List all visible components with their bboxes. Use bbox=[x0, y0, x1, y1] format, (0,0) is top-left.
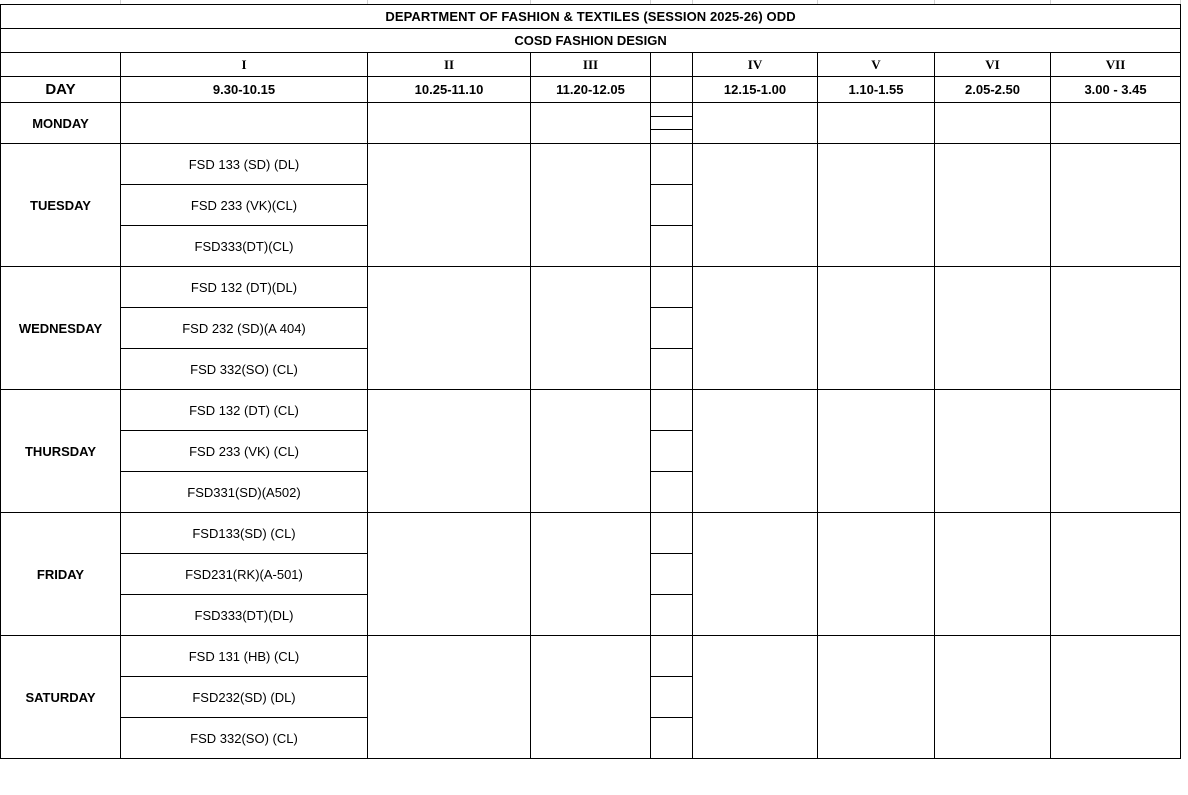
break-cell-friday-b bbox=[651, 554, 693, 595]
cell-friday-p2[interactable] bbox=[368, 513, 531, 636]
page-title: DEPARTMENT OF FASHION & TEXTILES (SESSION 2025-26) ODD bbox=[1, 5, 1181, 29]
cell-tuesday-p1-c[interactable]: FSD333(DT)(CL) bbox=[121, 226, 368, 267]
cell-wednesday-p3[interactable] bbox=[531, 267, 651, 390]
break-cell-tuesday-b bbox=[651, 185, 693, 226]
break-cell-thursday-a bbox=[651, 390, 693, 431]
break-cell-tuesday-a bbox=[651, 144, 693, 185]
cell-tuesday-p5[interactable] bbox=[818, 144, 935, 267]
period-roman-2: II bbox=[368, 53, 531, 77]
break-cell-wednesday-b bbox=[651, 308, 693, 349]
cell-wednesday-p4[interactable] bbox=[693, 267, 818, 390]
cell-monday-p6[interactable] bbox=[935, 103, 1051, 144]
cell-friday-p6[interactable] bbox=[935, 513, 1051, 636]
cell-tuesday-p2[interactable] bbox=[368, 144, 531, 267]
cell-saturday-p1-c[interactable]: FSD 332(SO) (CL) bbox=[121, 718, 368, 759]
cell-wednesday-p1-c[interactable]: FSD 332(SO) (CL) bbox=[121, 349, 368, 390]
period-roman-3: III bbox=[531, 53, 651, 77]
cell-monday-p5[interactable] bbox=[818, 103, 935, 144]
cell-thursday-p7[interactable] bbox=[1051, 390, 1181, 513]
cell-friday-p1-b[interactable]: FSD231(RK)(A-501) bbox=[121, 554, 368, 595]
cell-friday-p7[interactable] bbox=[1051, 513, 1181, 636]
break-cell-saturday-c bbox=[651, 718, 693, 759]
cell-saturday-p6[interactable] bbox=[935, 636, 1051, 759]
break-cell-wednesday-c bbox=[651, 349, 693, 390]
break-cell-monday-b bbox=[651, 116, 693, 130]
cell-tuesday-p1-b[interactable]: FSD 233 (VK)(CL) bbox=[121, 185, 368, 226]
cell-thursday-p4[interactable] bbox=[693, 390, 818, 513]
table-row bbox=[1, 267, 1181, 308]
document-subtitle-row bbox=[1, 29, 1181, 53]
period-time-7: 3.00 - 3.45 bbox=[1051, 77, 1181, 103]
cell-friday-p1-a[interactable]: FSD133(SD) (CL) bbox=[121, 513, 368, 554]
period-time-2: 10.25-11.10 bbox=[368, 77, 531, 103]
period-roman-5: V bbox=[818, 53, 935, 77]
day-column-header: DAY bbox=[1, 77, 121, 103]
cell-wednesday-p1-a[interactable]: FSD 132 (DT)(DL) bbox=[121, 267, 368, 308]
table-row bbox=[1, 103, 1181, 117]
break-cell-saturday-b bbox=[651, 677, 693, 718]
cell-wednesday-p2[interactable] bbox=[368, 267, 531, 390]
break-cell-monday-a bbox=[651, 103, 693, 117]
break-column-roman bbox=[651, 53, 693, 77]
cell-tuesday-p7[interactable] bbox=[1051, 144, 1181, 267]
day-name-wednesday: WEDNESDAY bbox=[1, 267, 121, 390]
break-cell-tuesday-c bbox=[651, 226, 693, 267]
cell-saturday-p7[interactable] bbox=[1051, 636, 1181, 759]
spreadsheet-top-ruler bbox=[0, 0, 1188, 4]
cell-thursday-p5[interactable] bbox=[818, 390, 935, 513]
cell-saturday-p4[interactable] bbox=[693, 636, 818, 759]
cell-saturday-p1-a[interactable]: FSD 131 (HB) (CL) bbox=[121, 636, 368, 677]
period-roman-7: VII bbox=[1051, 53, 1181, 77]
day-name-saturday: SATURDAY bbox=[1, 636, 121, 759]
break-cell-wednesday-a bbox=[651, 267, 693, 308]
break-cell-friday-c bbox=[651, 595, 693, 636]
cell-thursday-p1-c[interactable]: FSD331(SD)(A502) bbox=[121, 472, 368, 513]
cell-tuesday-p6[interactable] bbox=[935, 144, 1051, 267]
period-time-row bbox=[1, 77, 1181, 103]
cell-wednesday-p7[interactable] bbox=[1051, 267, 1181, 390]
cell-friday-p1-c[interactable]: FSD333(DT)(DL) bbox=[121, 595, 368, 636]
cell-thursday-p3[interactable] bbox=[531, 390, 651, 513]
period-time-6: 2.05-2.50 bbox=[935, 77, 1051, 103]
break-cell-thursday-b bbox=[651, 431, 693, 472]
cell-tuesday-p3[interactable] bbox=[531, 144, 651, 267]
cell-saturday-p5[interactable] bbox=[818, 636, 935, 759]
cell-monday-p1[interactable] bbox=[121, 103, 368, 144]
period-roman-row bbox=[1, 53, 1181, 77]
table-row bbox=[1, 144, 1181, 185]
period-time-1: 9.30-10.15 bbox=[121, 77, 368, 103]
day-name-monday: MONDAY bbox=[1, 103, 121, 144]
cell-friday-p4[interactable] bbox=[693, 513, 818, 636]
break-column-time bbox=[651, 77, 693, 103]
cell-saturday-p1-b[interactable]: FSD232(SD) (DL) bbox=[121, 677, 368, 718]
table-row bbox=[1, 636, 1181, 677]
break-cell-saturday-a bbox=[651, 636, 693, 677]
timetable bbox=[0, 4, 1181, 759]
cell-monday-p4[interactable] bbox=[693, 103, 818, 144]
day-name-tuesday: TUESDAY bbox=[1, 144, 121, 267]
cell-thursday-p2[interactable] bbox=[368, 390, 531, 513]
cell-wednesday-p5[interactable] bbox=[818, 267, 935, 390]
period-roman-6: VI bbox=[935, 53, 1051, 77]
break-cell-friday-a bbox=[651, 513, 693, 554]
day-name-friday: FRIDAY bbox=[1, 513, 121, 636]
roman-row-corner bbox=[1, 53, 121, 77]
cell-thursday-p1-b[interactable]: FSD 233 (VK) (CL) bbox=[121, 431, 368, 472]
cell-thursday-p1-a[interactable]: FSD 132 (DT) (CL) bbox=[121, 390, 368, 431]
cell-wednesday-p6[interactable] bbox=[935, 267, 1051, 390]
cell-friday-p3[interactable] bbox=[531, 513, 651, 636]
cell-monday-p3[interactable] bbox=[531, 103, 651, 144]
cell-tuesday-p1-a[interactable]: FSD 133 (SD) (DL) bbox=[121, 144, 368, 185]
cell-saturday-p3[interactable] bbox=[531, 636, 651, 759]
cell-thursday-p6[interactable] bbox=[935, 390, 1051, 513]
cell-monday-p2[interactable] bbox=[368, 103, 531, 144]
period-time-4: 12.15-1.00 bbox=[693, 77, 818, 103]
cell-tuesday-p4[interactable] bbox=[693, 144, 818, 267]
period-time-5: 1.10-1.55 bbox=[818, 77, 935, 103]
day-name-thursday: THURSDAY bbox=[1, 390, 121, 513]
table-row bbox=[1, 513, 1181, 554]
document-title-row bbox=[1, 5, 1181, 29]
table-row bbox=[1, 390, 1181, 431]
period-roman-4: IV bbox=[693, 53, 818, 77]
period-time-3: 11.20-12.05 bbox=[531, 77, 651, 103]
page-subtitle: COSD FASHION DESIGN bbox=[1, 29, 1181, 53]
cell-wednesday-p1-b[interactable]: FSD 232 (SD)(A 404) bbox=[121, 308, 368, 349]
cell-friday-p5[interactable] bbox=[818, 513, 935, 636]
break-cell-thursday-c bbox=[651, 472, 693, 513]
break-cell-monday-c bbox=[651, 130, 693, 144]
cell-monday-p7[interactable] bbox=[1051, 103, 1181, 144]
cell-saturday-p2[interactable] bbox=[368, 636, 531, 759]
period-roman-1: I bbox=[121, 53, 368, 77]
